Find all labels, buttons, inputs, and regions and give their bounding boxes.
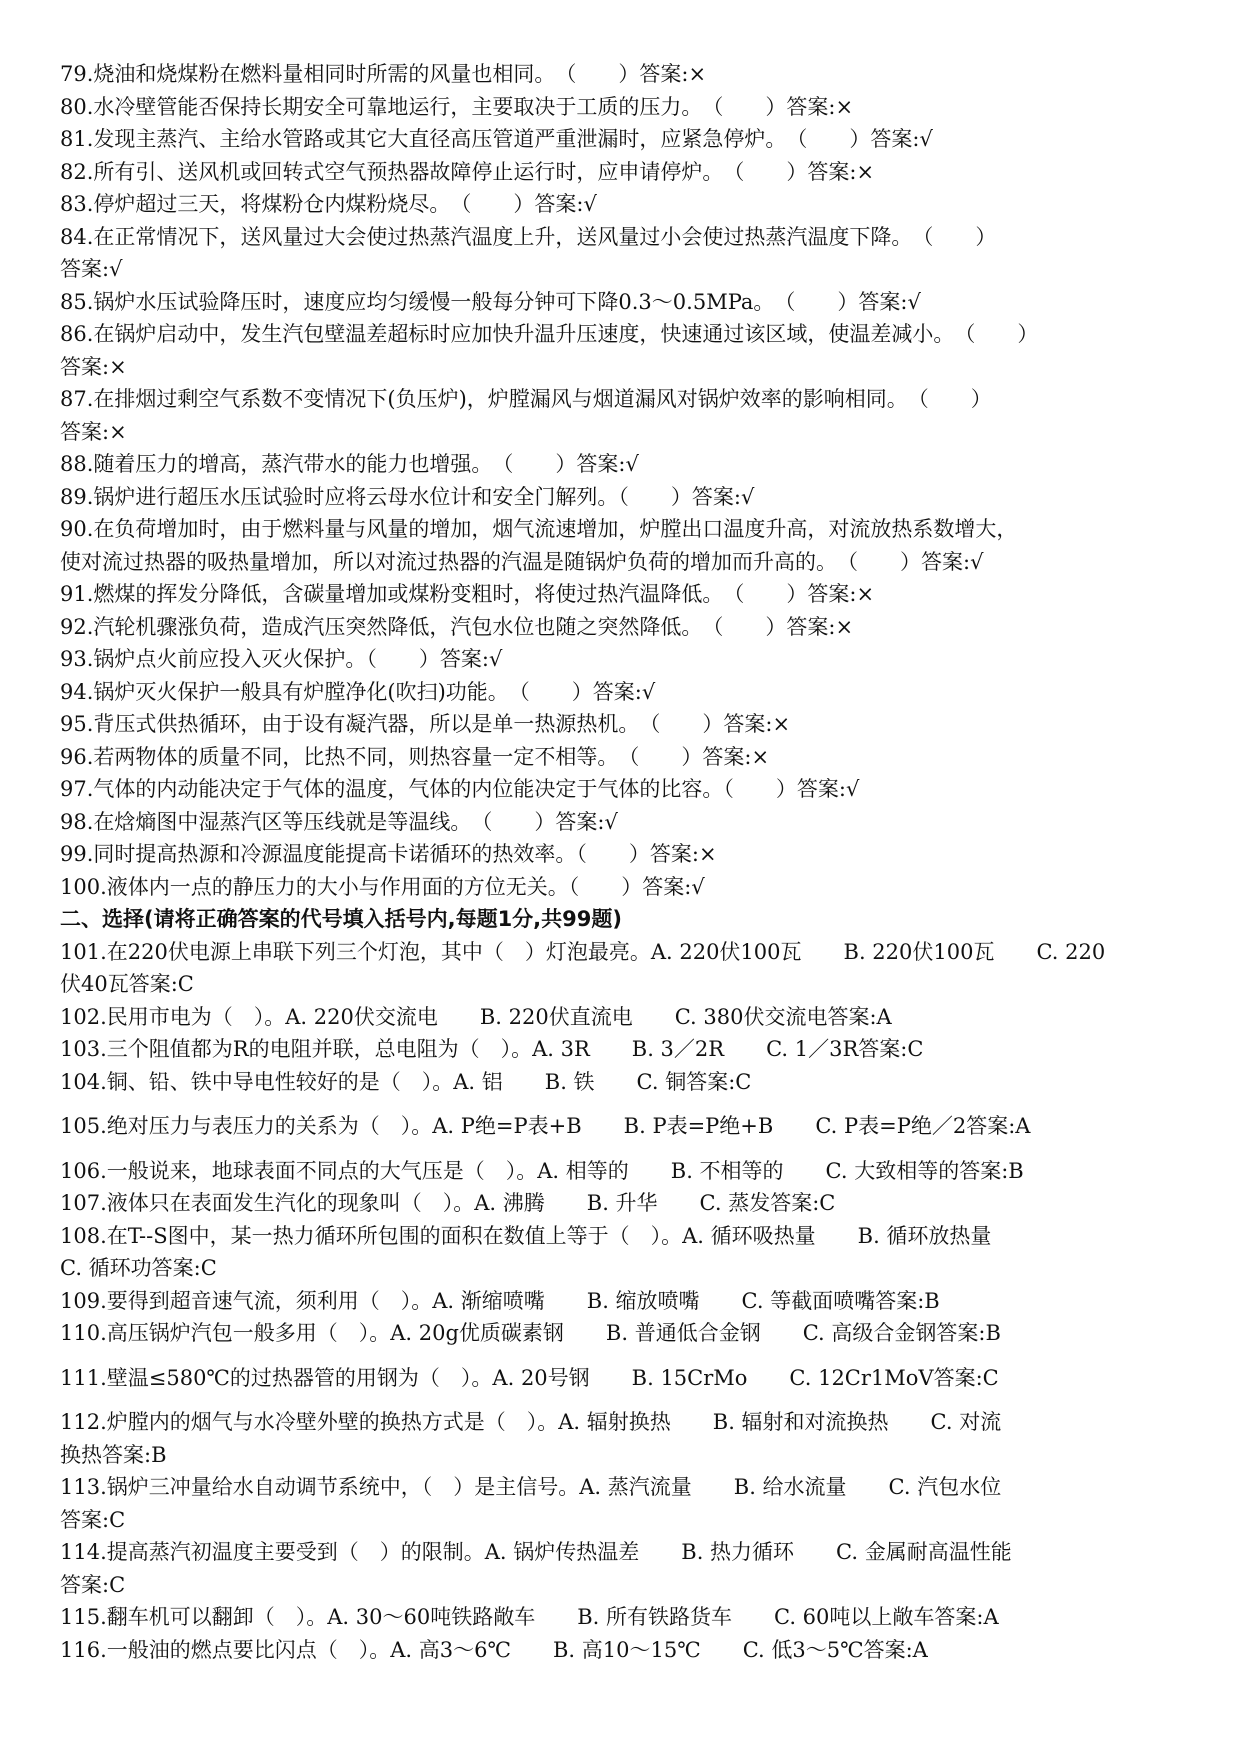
question-86-answer: 答案:× (60, 354, 127, 379)
question-83: 83.停炉超过三天，将煤粉仓内煤粉烧尽。 （ ）答案:√ (60, 192, 597, 216)
question-93: 93.锅炉点火前应投入灭火保护。（ ）答案:√ (60, 647, 503, 671)
question-89: 89.锅炉进行超压水压试验时应将云母水位计和安全门解列。（ ）答案:√ (60, 484, 755, 509)
question-84: 84.在正常情况下，送风量过大会使过热蒸汽温度上升，送风量过小会使过热蒸汽温度下降。 （ ） (60, 224, 997, 249)
question-111: 111.壁温≤580℃的过热器管的用钢为（ ）。A. 20号钢 B. 15CrMo C. 12Cr1MoV答案:C (60, 1365, 999, 1390)
question-105: 105.绝对压力与表压力的关系为（ ）。A. P绝=P表+B B. P表=P绝+B C. P表=P绝／2答案:A (60, 1114, 1031, 1138)
question-101: 101.在220伏电源上串联下列三个灯泡，其中（ ）灯泡最亮。A. 220伏100瓦 B. 220伏100瓦 C. 220 (60, 939, 1106, 964)
question-90-cont: 使对流过热器的吸热量增加，所以对流过热器的汽温是随锅炉负荷的增加而升高的。 （ ）答案:√ (60, 549, 984, 574)
question-85: 85.锅炉水压试验降压时，速度应均匀缓慢一般每分钟可下降0.3～0.5MPa。 （ ）答案:√ (60, 289, 921, 314)
question-108: 108.在T--S图中，某一热力循环所包围的面积在数值上等于（ ）。A. 循环吸热量 B. 循环放热量 (60, 1223, 992, 1248)
true-false-questions (60, 58, 1230, 903)
question-95: 95.背压式供热循环，由于设有凝汽器，所以是单一热源热机。 （ ）答案:× (60, 712, 791, 736)
question-90: 90.在负荷增加时，由于燃料量与风量的增加，烟气流速增加，炉膛出口温度升高，对流放热系数增大， (60, 517, 1018, 541)
question-107: 107.液体只在表面发生汽化的现象叫（ ）。A. 沸腾 B. 升华 C. 蒸发答案:C (60, 1191, 836, 1215)
question-87-answer: 答案:× (60, 419, 127, 444)
question-97: 97.气体的内动能决定于气体的温度，气体的内位能决定于气体的比容。（ ）答案:√ (60, 777, 860, 801)
question-113-cont: 答案:C (60, 1507, 126, 1532)
question-98: 98.在焓熵图中湿蒸汽区等压线就是等温线。 （ ）答案:√ (60, 809, 618, 834)
question-86: 86.在锅炉启动中，发生汽包壁温差超标时应加快升温升压速度，快速通过该区域，使温差减小。 （ ） (60, 322, 1039, 346)
document-page (60, 58, 1230, 1666)
question-81: 81.发现主蒸汽、主给水管路或其它大直径高压管道严重泄漏时，应紧急停炉。 （ ）答案:√ (60, 127, 933, 151)
question-101-cont: 伏40瓦答案:C (60, 972, 194, 996)
question-91: 91.燃煤的挥发分降低，含碳量增加或煤粉变粗时，将使过热汽温降低。 （ ）答案:× (60, 582, 875, 606)
question-110: 110.高压锅炉汽包一般多用（ ）。A. 20g优质碳素钢 B. 普通低合金钢 C. 高级合金钢答案:B (60, 1321, 1001, 1345)
question-94: 94.锅炉灭火保护一般具有炉膛净化(吹扫)功能。 （ ）答案:√ (60, 679, 656, 704)
question-99: 99.同时提高热源和冷源温度能提高卡诺循环的热效率。（ ）答案:× (60, 842, 717, 866)
question-104: 104.铜、铅、铁中导电性较好的是（ ）。A. 铝 B. 铁 C. 铜答案:C (60, 1069, 752, 1094)
question-82: 82.所有引、送风机或回转式空气预热器故障停止运行时，应申请停炉。 （ ）答案:× (60, 159, 875, 184)
question-115: 115.翻车机可以翻卸（ ）。A. 30～60吨铁路敞车 B. 所有铁路货车 C. 60吨以上敞车答案:A (60, 1605, 999, 1629)
section-title-choice: 二、选择(请将正确答案的代号填入括号内,每题1分,共99题) (60, 907, 622, 931)
question-108-cont: C. 循环功答案:C (60, 1256, 217, 1280)
choice-questions (60, 936, 1230, 1667)
question-116: 116.一般油的燃点要比闪点（ ）。A. 高3～6℃ B. 高10～15℃ C. 低3～5℃答案:A (60, 1637, 928, 1662)
question-80: 80.水冷壁管能否保持长期安全可靠地运行，主要取决于工质的压力。 （ ）答案:× (60, 94, 854, 119)
question-102: 102.民用市电为（ ）。A. 220伏交流电 B. 220伏直流电 C. 380伏交流电答案:A (60, 1004, 892, 1029)
question-113: 113.锅炉三冲量给水自动调节系统中，（ ）是主信号。A. 蒸汽流量 B. 给水流量 C. 汽包水位 (60, 1475, 1002, 1499)
question-112: 112.炉膛内的烟气与水冷壁外壁的换热方式是（ ）。A. 辐射换热 B. 辐射和对流换热 C. 对流 (60, 1410, 1002, 1434)
question-92: 92.汽轮机骤涨负荷，造成汽压突然降低，汽包水位也随之突然降低。 （ ）答案:× (60, 614, 854, 639)
question-114-cont: 答案:C (60, 1572, 126, 1597)
question-79: 79.烧油和烧煤粉在燃料量相同时所需的风量也相同。 （ ）答案:× (60, 62, 707, 86)
question-96: 96.若两物体的质量不同，比热不同，则热容量一定不相等。 （ ）答案:× (60, 744, 770, 769)
question-88: 88.随着压力的增高，蒸汽带水的能力也增强。 （ ）答案:√ (60, 452, 639, 476)
question-100: 100.液体内一点的静压力的大小与作用面的方位无关。（ ）答案:√ (60, 874, 705, 899)
question-84-answer: 答案:√ (60, 257, 123, 281)
question-87: 87.在排烟过剩空气系数不变情况下(负压炉)，炉膛漏风与烟道漏风对锅炉效率的影响相同。 （ ） (60, 387, 992, 411)
question-106: 106.一般说来，地球表面不同点的大气压是（ ）。A. 相等的 B. 不相等的 C. 大致相等的答案:B (60, 1158, 1024, 1183)
question-109: 109.要得到超音速气流，须利用（ ）。A. 渐缩喷嘴 B. 缩放喷嘴 C. 等截面喷嘴答案:B (60, 1288, 940, 1313)
question-114: 114.提高蒸汽初温度主要受到（ ）的限制。A. 锅炉传热温差 B. 热力循环 C. 金属耐高温性能 (60, 1540, 1012, 1564)
question-112-cont: 换热答案:B (60, 1442, 167, 1467)
question-103: 103.三个阻值都为R的电阻并联，总电阻为（ ）。A. 3R B. 3／2R C. 1／3R答案:C (60, 1037, 924, 1061)
